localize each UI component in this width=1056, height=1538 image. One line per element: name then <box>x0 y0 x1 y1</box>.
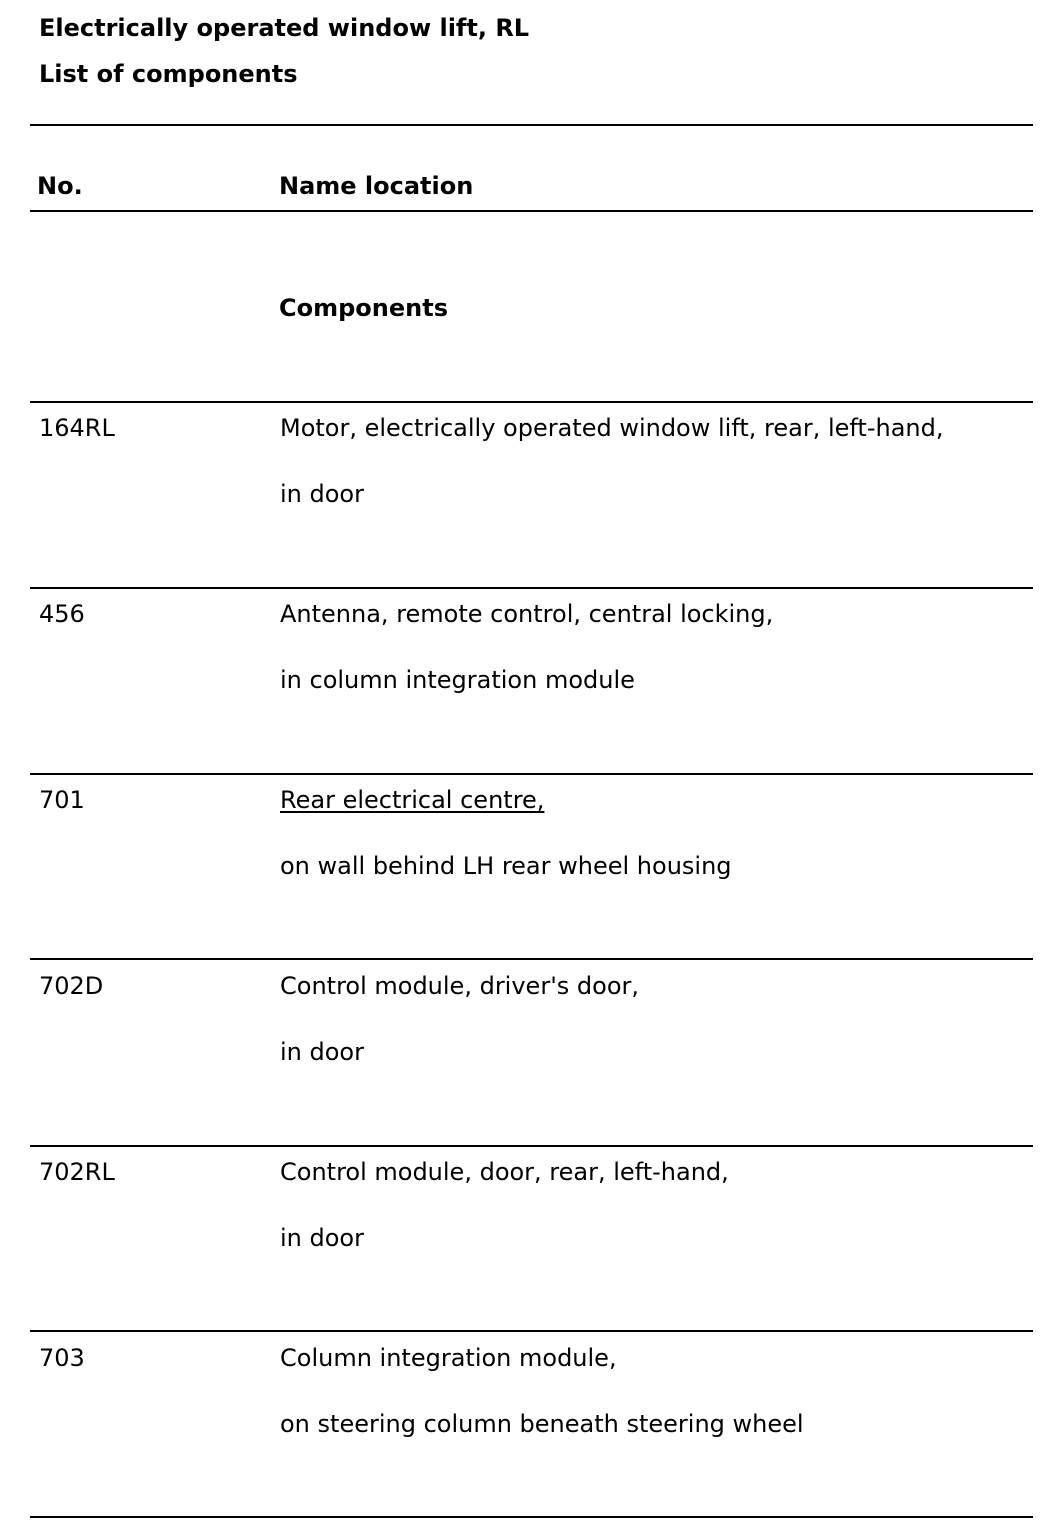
row-no: 701 <box>39 786 85 814</box>
row-name: Antenna, remote control, central locking, <box>280 600 774 628</box>
row-divider <box>30 1330 1033 1332</box>
document-title: Electrically operated window lift, RL <box>39 14 530 42</box>
row-no: 702D <box>39 972 104 1000</box>
row-divider <box>30 773 1033 775</box>
row-location: in door <box>280 1224 364 1252</box>
column-header-no: No. <box>37 172 83 200</box>
row-divider <box>30 958 1033 960</box>
row-no: 164RL <box>39 414 115 442</box>
divider-header <box>30 210 1033 212</box>
document-subtitle: List of components <box>39 60 298 88</box>
row-divider <box>30 1516 1033 1518</box>
row-location: on wall behind LH rear wheel housing <box>280 852 732 880</box>
row-location: in door <box>280 480 364 508</box>
section-heading: Components <box>279 294 448 322</box>
row-location: on steering column beneath steering wheel <box>280 1410 804 1438</box>
row-name: Control module, driver's door, <box>280 972 640 1000</box>
row-no: 702RL <box>39 1158 115 1186</box>
row-divider <box>30 587 1033 589</box>
divider-section <box>30 401 1033 403</box>
row-name: Column integration module, <box>280 1344 617 1372</box>
column-header-name-location: Name location <box>279 172 474 200</box>
row-divider <box>30 1145 1033 1147</box>
row-location: in door <box>280 1038 364 1066</box>
row-location: in column integration module <box>280 666 635 694</box>
row-no: 703 <box>39 1344 85 1372</box>
row-name: Control module, door, rear, left-hand, <box>280 1158 729 1186</box>
row-name: Rear electrical centre, <box>280 786 545 814</box>
divider-top <box>30 124 1033 126</box>
row-no: 456 <box>39 600 85 628</box>
row-name: Motor, electrically operated window lift, rear, left-hand, <box>280 414 944 442</box>
